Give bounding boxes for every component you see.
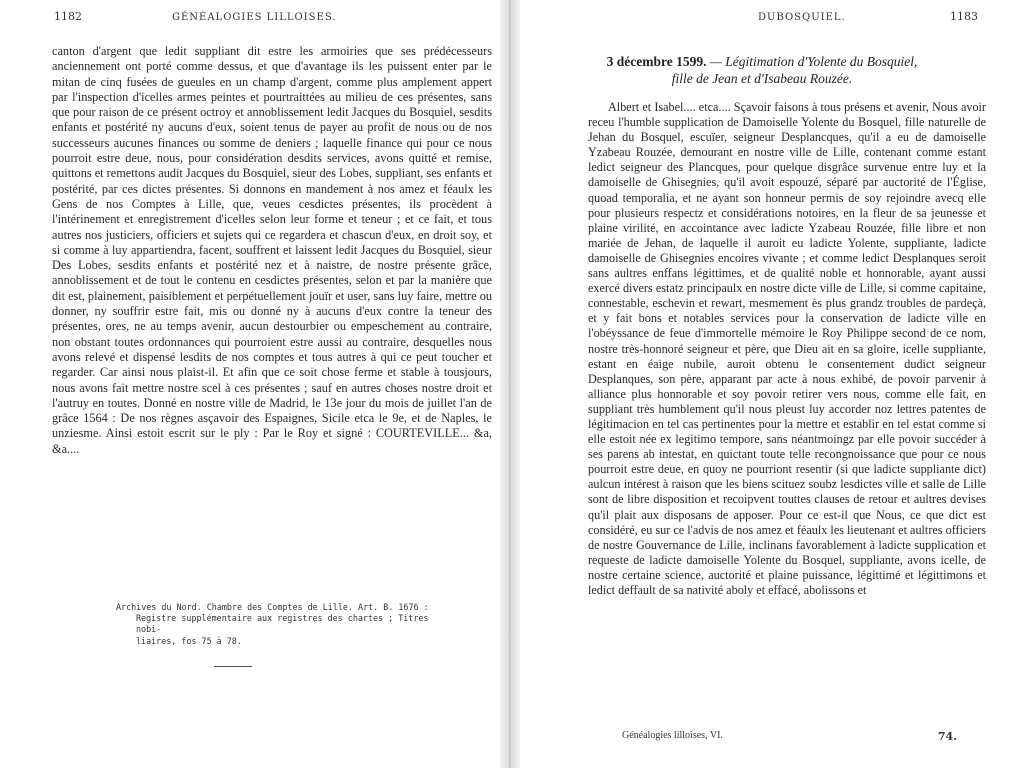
left-page-number: 1182: [54, 10, 82, 23]
footer-number: 74.: [937, 730, 957, 743]
right-page: [520, 0, 1009, 768]
title-date: 3 décembre 1599.: [606, 54, 707, 69]
left-paragraph: canton d'argent que ledit suppliant dit estre les armoiries que ses prédécesseurs anciennement ont porté comme dessus, et que d'avantage ils les puissent enter par le mitan de cinq fusées de gueules en un champ d'argent, comme plus amplement appert par l'inspection d'icelles armes peintes et pourtraittées au milieu de ces présentes, sans que pour raison de ce présent octroy et annoblissement ledit Jacques du Bosquiel, sesdits enfants et postérité ny aucuns d'eux, soient tenus de payer au profit de nous ou de nos successeurs aucunes finances ou somme de deniers ; laquelle finance qui pour ce nous pourroit estre deue, nous, pour considération desdits services, avons quitté et remise, quittons et remettons audit Jacques du Bosquiel, sieur des Lobes, suppliant, ses enfants et postérité, par ces dictes présentes. Si donnons en mandement à nos amez et féaulx les Gens de nos Comptes à Lille, que, veues cesdictes présentes, ils procèdent à l'intérinement et enregistrement d'icelles selon leur forme et teneur ; et ce fait, et tous autres nos justiciers, officiers et sujets qui ce regardera et chascun d'eux, en droit soy, et si comme à luy appartiendra, facent, souffrent et laissent ledit Jacques du Bosquiel, sieur Des Lobes, sesdits enfants et postérité nez et à naistre, de nostre présente grâce, annoblissement et de tout le contenu en cesdictes présentes, selon et par la manière que dit est, plainement, paisiblement et perpétuellement jouïr et user, sans luy faire, mettre ou donner, ny souffrir estre fait, mis ou donné ny à aucuns d'eux contre la teneur des présentes, ores, ne au temps avenir, aucun destourbier ou empeschement au contraire, non obstant toutes ordonnances qui pourroient estre aussi au contraire, desquelles nous avons relevé et dispensé lesdits de nos comptes et tous autres à qui ce peut toucher et regarder. Car ainsi nous plaist-il. Et afin que ce soit chose ferme et stable à tousjours, nous avons fait mettre nostre scel à ces présentes ; sauf en autres choses nostre droit et l'autruy en toutes. Donné en nostre ville de Madrid, le 13e jour du mois de juillet l'an de grâce 1564 : De nos règnes asçavoir des Espaignes, Sicile etca le 9e, et de Naples, le unziesme. Ainsi estoit escrit sur le ply : Par le Roy et signé : COURTEVILLE... &a, &a....: [52, 44, 492, 456]
source-line: Registre supplémentaire aux registres des chartes ; Titres nobi-: [136, 613, 429, 635]
right-page-number: 1183: [950, 10, 978, 23]
title-line-1: — Légitimation d'Yolente du Bosquiel,: [709, 54, 918, 69]
right-paragraph: Albert et Isabel.... etca.... Sçavoir faisons à tous présens et avenir, Nous avoir receu l'humble supplication de Damoiselle Yolente du Bosquel, fille naturelle de Jehan du Bosquel, escuïer, seigneur Desplancques, qu'il a eu de damoiselle Yzabeau Rouzée, demourant en nostre ville de Lille, contenant comme estant ledict seigneur des Plancques, pour quelque disgrâce survenue entre luy et la damoiselle de Ghisegnies, qu'il avoit espouzé, séparé par auctorité de l'Église, quoad temporalia, et ne ayant son honneur permis de soy rejoindre avecq elle pour plusieurs respectz et considérations notoires, en la fleur de sa jeunesse et plaine virilité, en accointance avec ladicte Yzabeau Rouzée, fille libre et non mariée de Jehan, de laquelle il auroit eu ladicte Yolente, suppliante, ladicte damoiselle de Ghisegnies encoires vivante ; et comme ledict Desplanques seroit sans aultres enffans légittimes, et de qualité noble et honnorable, ayant aussi exercé divers estatz principaulx en nostre dicte ville de Lille, si comme capitaine, connestable, eschevin et rewart, mesmement ès plus grandz troubles de pardeçà, et y fait bons et notables services pour la conservation de ladicte ville en l'obéyssance de feue d'immortelle mémoire le Roy Philippe second de ce nom, nostre très-honnoré seigneur et père, que Dieu ait en sa gloire, icelle suppliante, estant en éaige nubile, auroit obtenu le consentement dudict seigneur Desplanques, son père, apparant par acte à nous exhibé, de povoir parvenir à alliance plus honnorable et soy povoir retirer vers nous, comme elle fait, en suppliant très humblement qu'il nous pleust luy accorder noz lettres patentes de légitimacion en tel cas pertinentes pour la mettre et establir en tel estat comme si elle estoit née ex legitimo tempore, sans néantmoingz par elle povoir succéder à ses parens ab intestat, en quictant toute telle recongnoissance que pour ce nous pourroit estre deue, en quoy ne pourriont resentir (si que ladicte suppliante dict) aulcun intérest à raison que les biens scituez soubz lesdictes ville et salle de Lille sont de libre disposition et recoipvent touttes clauses de retour et aultres devises qu'il plait aux disposans de apposer. Pour ce est-il que Nous, ce que dict est considéré, eu sur ce l'advis de nos amez et féaulx les lieutenant et aultres officiers de nostre Gouvernance de Lille, inclinans favorablement à ladicte supplication et requeste de ladicte damoiselle Yolente du Bosquel, suppliante, avons icelle, de nostre certaine science, auctorité et plaine puissance, légittimé et légittimons et ledict deffault de sa nativité aboly et effacé, abolissons et: [588, 100, 986, 597]
book-gutter: [500, 0, 520, 768]
left-running-header: GÉNÉALOGIES LILLOISES.: [172, 12, 337, 23]
document-title: [528, 53, 996, 87]
source-line: liaires, fos 75 à 78.: [136, 635, 242, 646]
section-divider: [214, 666, 252, 667]
right-body-text: [588, 100, 986, 598]
right-running-header: DUBOSQUIEL.: [758, 12, 846, 23]
footer-title: Généalogies lilloises, VI.: [622, 730, 723, 741]
left-body-text: [52, 44, 492, 457]
title-line-2: fille de Jean et d'Isabeau Rouzée.: [671, 71, 853, 86]
source-citation: [116, 602, 446, 647]
source-line: Archives du Nord. Chambre des Comptes de Lille. Art. B. 1676 :: [116, 602, 429, 612]
left-page: [0, 0, 500, 768]
